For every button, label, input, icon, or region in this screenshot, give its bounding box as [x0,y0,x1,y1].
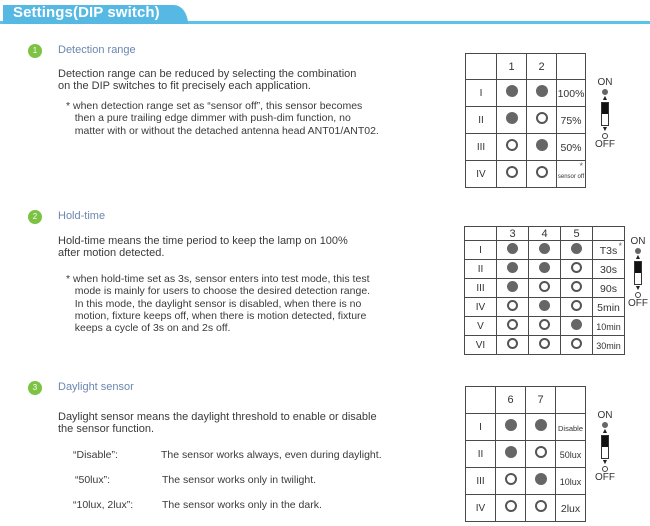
table-row [465,317,625,336]
switch-off-circle-icon [539,281,550,292]
switch-on-dot-icon [535,419,547,431]
value-column-header [556,387,586,414]
switch-state-cell [527,161,557,188]
section-title: Daylight sensor [58,381,134,393]
switch-state-cell [527,134,557,161]
switch-state-cell [529,241,561,260]
arrow-up-icon: ▲ [601,95,609,102]
arrow-down-icon: ▼ [601,459,609,466]
table-row [466,441,586,468]
dip-slider-icon [634,261,642,285]
table-row [466,495,586,522]
section-description: Detection range can be reduced by selecting the combination on the DIP switches to fit precisely each application. [58,68,357,92]
switch-column-header: 4 [529,227,561,241]
option-key: “50lux”: [75,474,111,486]
switch-on-dot-icon [539,300,550,311]
setting-value-text: 5min [597,302,620,314]
switch-state-cell [529,260,561,279]
switch-legend [623,236,650,309]
switch-state-cell [529,317,561,336]
option-text: The sensor works only in the dark. [162,499,322,511]
setting-value [556,468,586,495]
value-column-header [593,227,625,241]
row-label: VI [465,336,497,355]
switch-state-cell [561,317,593,336]
off-label: OFF [595,472,615,483]
setting-value-text: 90s [600,283,617,295]
setting-value-text: 75% [560,115,582,127]
switch-legend [590,410,620,483]
table-row [465,298,625,317]
switch-off-circle-icon [571,262,582,273]
table-row [465,260,625,279]
switch-column-header: 1 [497,54,527,80]
row-label: III [465,279,497,298]
switch-column-header: 5 [561,227,593,241]
setting-value [557,80,586,107]
switch-state-cell [527,107,557,134]
switch-off-circle-icon [536,166,548,178]
row-label: I [466,80,497,107]
switch-off-circle-icon [571,338,582,349]
switch-on-dot-icon [505,419,517,431]
setting-value-text: sensor off [557,174,585,180]
switch-state-cell [561,336,593,355]
switch-state-cell [561,279,593,298]
switch-legend [590,77,620,150]
switch-state-cell [527,80,557,107]
switch-off-circle-icon [505,473,517,485]
table-row [466,134,586,161]
arrow-down-icon: ▼ [601,126,609,133]
setting-value-text: T3s [599,245,618,257]
switch-state-cell [496,495,526,522]
row-label: IV [466,161,497,188]
switch-state-cell [496,441,526,468]
switch-off-circle-icon [506,139,518,151]
row-label: I [466,414,496,441]
table-corner-cell [466,387,496,414]
switch-on-dot-icon [506,85,518,97]
switch-off-circle-icon [507,300,518,311]
switch-off-circle-icon [571,300,582,311]
option-text: The sensor works only in twilight. [162,474,317,486]
switch-off-circle-icon [539,319,550,330]
footnote-asterisk: * [618,241,622,251]
switch-state-cell [497,107,527,134]
arrow-up-icon: ▲ [601,428,609,435]
setting-value [593,317,625,336]
setting-value [557,107,586,134]
off-label: OFF [628,298,648,309]
switch-on-dot-icon [507,243,518,254]
switch-column-header: 3 [497,227,529,241]
switch-state-cell [497,298,529,317]
section-title: Hold-time [58,210,106,222]
setting-value-text: 30s [600,264,617,276]
switch-state-cell [497,134,527,161]
switch-column-header: 2 [527,54,557,80]
dip-slider-icon [601,102,609,126]
dip-table-hold-time [464,226,625,355]
switch-state-cell [497,161,527,188]
arrow-up-icon: ▲ [634,254,642,261]
row-label: V [465,317,497,336]
switch-state-cell [526,495,556,522]
row-label: III [466,134,497,161]
row-label: IV [465,298,497,317]
switch-state-cell [526,468,556,495]
switch-off-circle-icon [535,500,547,512]
switch-on-dot-icon [539,262,550,273]
arrow-down-icon: ▼ [634,285,642,292]
switch-on-dot-icon [507,281,518,292]
setting-value-text: 2lux [560,503,581,515]
table-header-row [466,54,586,80]
table-header-row [466,387,586,414]
table-row [465,241,625,260]
switch-state-cell [497,260,529,279]
switch-state-cell [497,317,529,336]
on-label: ON [630,236,646,247]
section-note: * when hold-time set as 3s, sensor enters into test mode, this test mode is mainly for users to choose the desired detection range. In this mode, the daylight sensor is disabled, when there is no motion, fixture keeps off, when there is motion detected, fixture keeps a cycle of 3s on and 2s off. [66,273,371,335]
switch-off-circle-icon [571,281,582,292]
footnote-asterisk: * [579,161,583,171]
value-column-header [557,54,586,80]
setting-value-text: 100% [557,88,585,100]
section-title: Detection range [58,44,136,56]
off-label: OFF [595,139,615,150]
dip-slider-icon [601,435,609,459]
setting-value-text: 10min [596,322,621,332]
setting-value [556,495,586,522]
option-key: “10lux, 2lux”: [73,499,134,511]
section-number-badge: 2 [28,210,42,224]
row-label: II [465,260,497,279]
dip-table-detection-range [465,53,586,188]
switch-state-cell [526,441,556,468]
table-row [466,161,586,188]
setting-value [556,441,586,468]
setting-value-text: 50% [560,142,582,154]
setting-value [593,336,625,355]
section-description: Hold-time means the time period to keep the lamp on 100% after motion detected. [58,235,348,259]
switch-state-cell [561,260,593,279]
table-header-row [465,227,625,241]
setting-value [557,161,586,188]
table-corner-cell [466,54,497,80]
switch-state-cell [526,414,556,441]
switch-state-cell [497,279,529,298]
switch-off-circle-icon [539,338,550,349]
setting-value [593,298,625,317]
section-note: * when detection range set as “sensor off”, this sensor becomes then a pure trailing edge dimmer with push-dim function, no matter with or without the detached antenna head ANT01/ANT02. [66,100,379,137]
section-number-badge: 3 [28,381,42,395]
switch-state-cell [497,241,529,260]
switch-on-dot-icon [506,112,518,124]
switch-on-dot-icon [536,139,548,151]
table-row [466,468,586,495]
switch-on-dot-icon [505,446,517,458]
switch-state-cell [496,414,526,441]
setting-value [556,414,586,441]
switch-on-dot-icon [507,262,518,273]
section-description: Daylight sensor means the daylight threshold to enable or disable the sensor function. [58,411,377,435]
switch-off-circle-icon [505,500,517,512]
on-label: ON [597,77,613,88]
on-label: ON [597,410,613,421]
table-row [465,279,625,298]
setting-value-text: 50lux [559,450,582,460]
table-row [466,414,586,441]
switch-column-header: 6 [496,387,526,414]
switch-state-cell [497,336,529,355]
table-row [466,80,586,107]
switch-state-cell [529,279,561,298]
switch-off-circle-icon [535,446,547,458]
section-number-badge: 1 [28,44,42,58]
setting-value-text: 10lux [559,477,582,487]
switch-state-cell [496,468,526,495]
switch-state-cell [529,336,561,355]
setting-value-text: Disable [557,424,583,433]
switch-state-cell [497,80,527,107]
option-text: The sensor works always, even during daylight. [161,449,382,461]
switch-state-cell [561,298,593,317]
switch-column-header: 7 [526,387,556,414]
switch-off-circle-icon [506,166,518,178]
setting-value-text: 30min [596,341,621,351]
row-label: II [466,441,496,468]
row-label: IV [466,495,496,522]
switch-off-circle-icon [507,338,518,349]
dip-table-daylight-sensor [465,386,586,522]
setting-value [593,260,625,279]
table-row [465,336,625,355]
option-key: “Disable”: [73,449,118,461]
setting-value [557,134,586,161]
switch-off-circle-icon [536,112,548,124]
page-title: Settings(DIP switch) [13,4,160,21]
row-label: II [466,107,497,134]
switch-on-dot-icon [571,319,582,330]
switch-state-cell [529,298,561,317]
switch-state-cell [561,241,593,260]
row-label: I [465,241,497,260]
table-corner-cell [465,227,497,241]
setting-value [593,241,625,260]
row-label: III [466,468,496,495]
table-row [466,107,586,134]
switch-off-circle-icon [507,319,518,330]
switch-on-dot-icon [539,243,550,254]
switch-on-dot-icon [571,243,582,254]
setting-value [593,279,625,298]
switch-on-dot-icon [535,473,547,485]
switch-on-dot-icon [536,85,548,97]
